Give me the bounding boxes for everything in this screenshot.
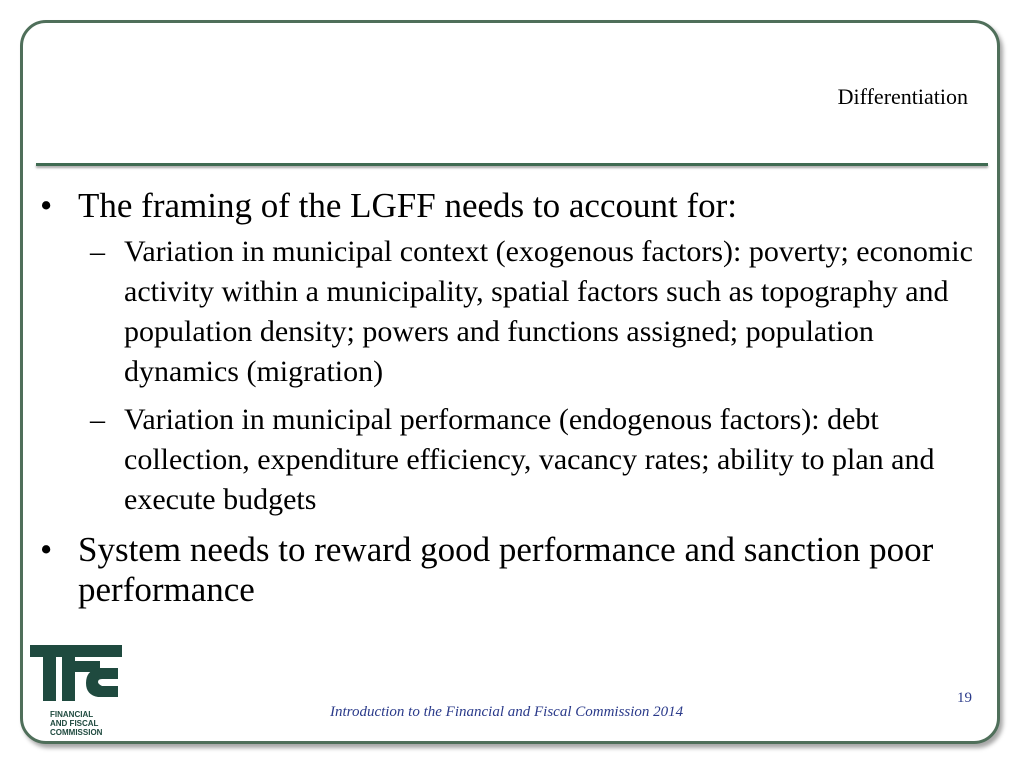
sub-bullet-item bbox=[40, 232, 995, 392]
dash-marker: – bbox=[90, 235, 105, 268]
sub-bullet-text: Variation in municipal context (exogenous factors): poverty; economic activity within a municipality, spatial factors such as topography and population density; powers and functions assigned; population dynamics (migration) bbox=[124, 235, 973, 388]
bullet-text: System needs to reward good performance and sanction poor performance bbox=[78, 530, 934, 609]
ffc-logo-icon bbox=[30, 643, 122, 703]
sub-bullet-item bbox=[40, 400, 995, 520]
title-divider bbox=[36, 163, 988, 166]
logo-line: AND FISCAL bbox=[50, 719, 99, 728]
dash-marker: – bbox=[90, 403, 105, 436]
logo-line: COMMISSION bbox=[50, 728, 103, 737]
page-number: 19 bbox=[957, 690, 972, 706]
ffc-logo bbox=[30, 643, 122, 737]
logo-line: FINANCIAL bbox=[50, 710, 94, 719]
slide-title: Differentiation bbox=[837, 84, 968, 109]
slide-footer: Introduction to the Financial and Fiscal Commission 2014 bbox=[330, 704, 684, 720]
bullet-item bbox=[40, 530, 995, 610]
bullet-item bbox=[40, 186, 995, 226]
slide-content bbox=[40, 186, 995, 616]
sub-bullet-text: Variation in municipal performance (endogenous factors): debt collection, expenditure efficiency, vacancy rates; ability to plan and execute budgets bbox=[124, 403, 935, 516]
bullet-text: The framing of the LGFF needs to account for: bbox=[78, 186, 737, 225]
logo-wordmark bbox=[30, 710, 122, 737]
bullet-marker: • bbox=[40, 530, 53, 569]
bullet-marker: • bbox=[40, 186, 53, 225]
sub-bullet-list bbox=[40, 232, 995, 520]
